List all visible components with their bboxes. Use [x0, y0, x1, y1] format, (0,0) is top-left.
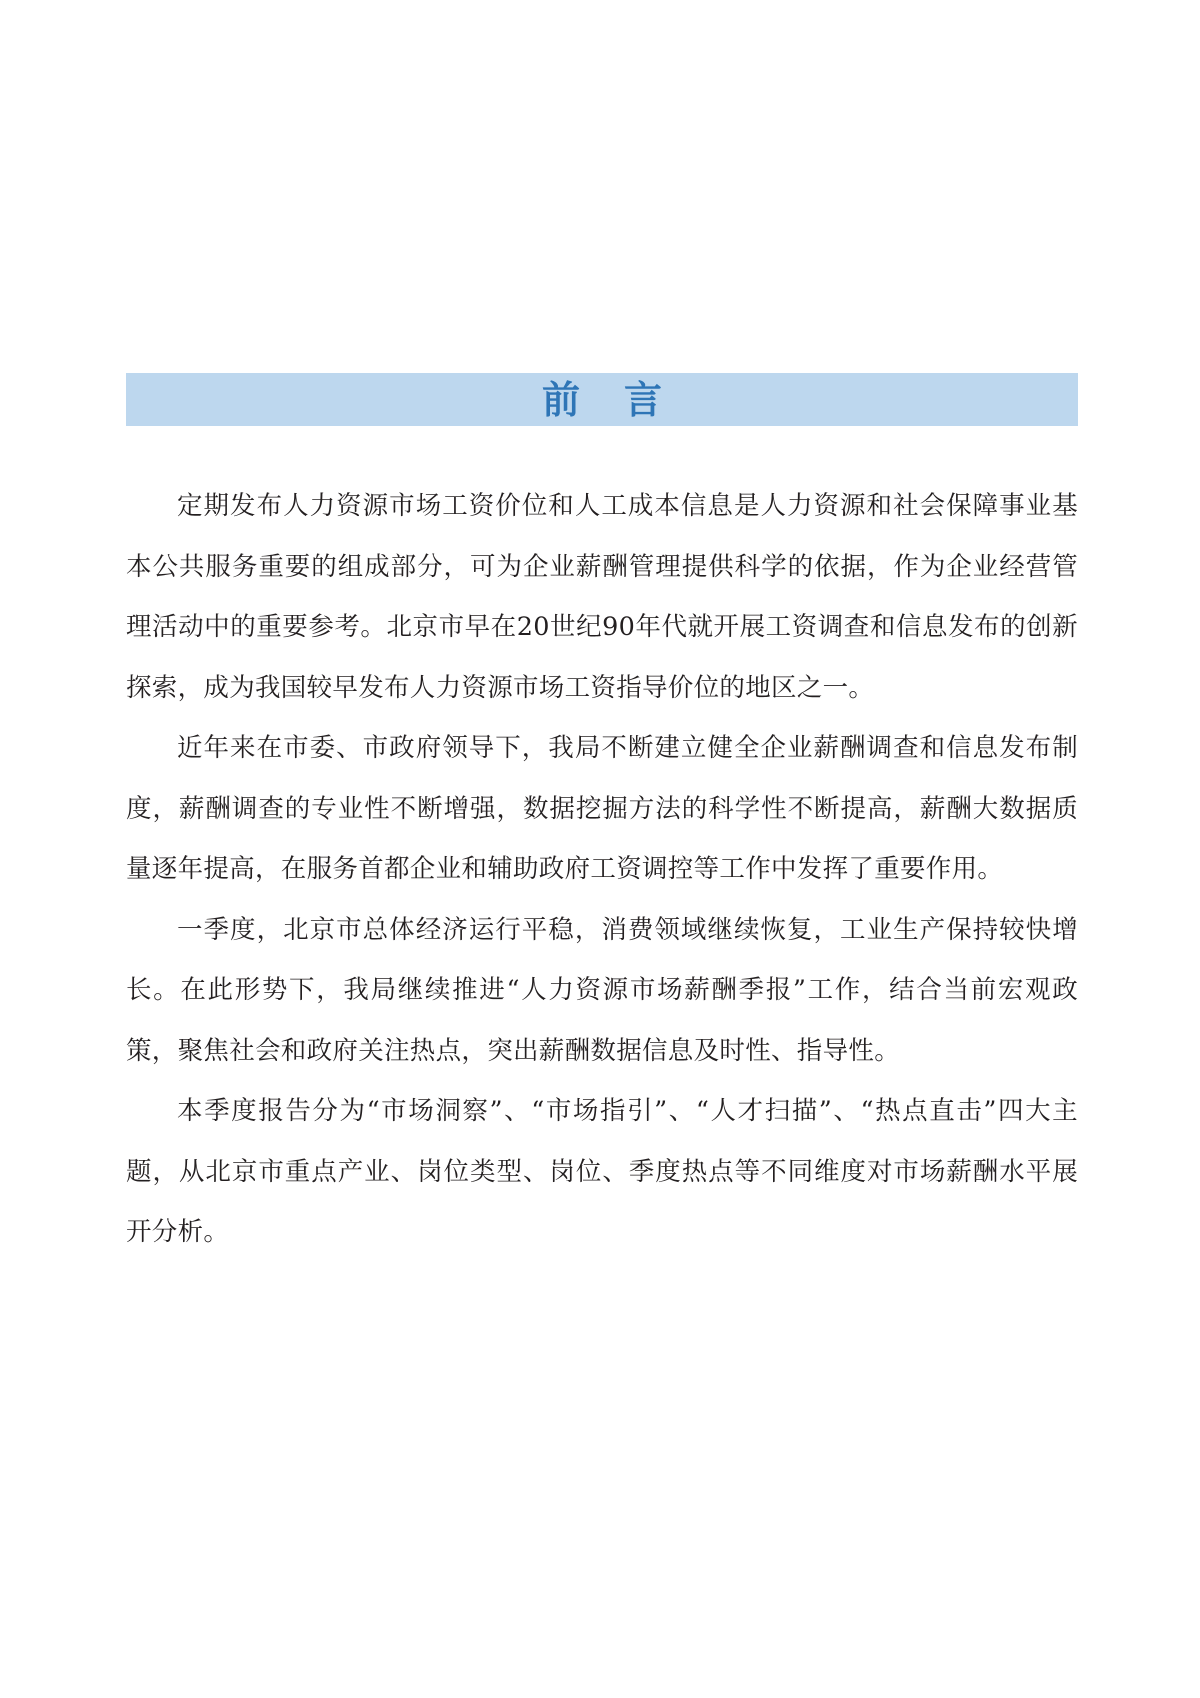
- paragraph-3: 一季度，北京市总体经济运行平稳，消费领域继续恢复，工业生产保持较快增长。在此形势下，我局继续推进“人力资源市场薪酬季报”工作，结合当前宏观政策，聚焦社会和政府关注热点，突出薪酬数据信息及时性、指导性。: [126, 914, 1078, 1066]
- paragraph-4: 本季度报告分为“市场洞察”、“市场指引”、“人才扫描”、“热点直击”四大主题，从北京市重点产业、岗位类型、岗位、季度热点等不同维度对市场薪酬水平展开分析。: [126, 1096, 1078, 1247]
- section-title: 前言: [541, 377, 706, 422]
- paragraph-2: 近年来在市委、市政府领导下，我局不断建立健全企业薪酬调查和信息发布制度，薪酬调查的专业性不断增强，数据挖掘方法的科学性不断提高，薪酬大数据质量逐年提高，在服务首都企业和辅助政府工资调控等工作中发挥了重要作用。: [126, 733, 1078, 884]
- paragraph-1: 定期发布人力资源市场工资价位和人工成本信息是人力资源和社会保障事业基本公共服务重要的组成部分，可为企业薪酬管理提供科学的依据，作为企业经营管理活动中的重要参考。北京市早在20世纪90年代就开展工资调查和信息发布的创新探索，成为我国较早发布人力资源市场工资指导价位的地区之一。: [126, 491, 1078, 703]
- preface-body: [126, 476, 1078, 1263]
- section-title-bar: [126, 373, 1078, 426]
